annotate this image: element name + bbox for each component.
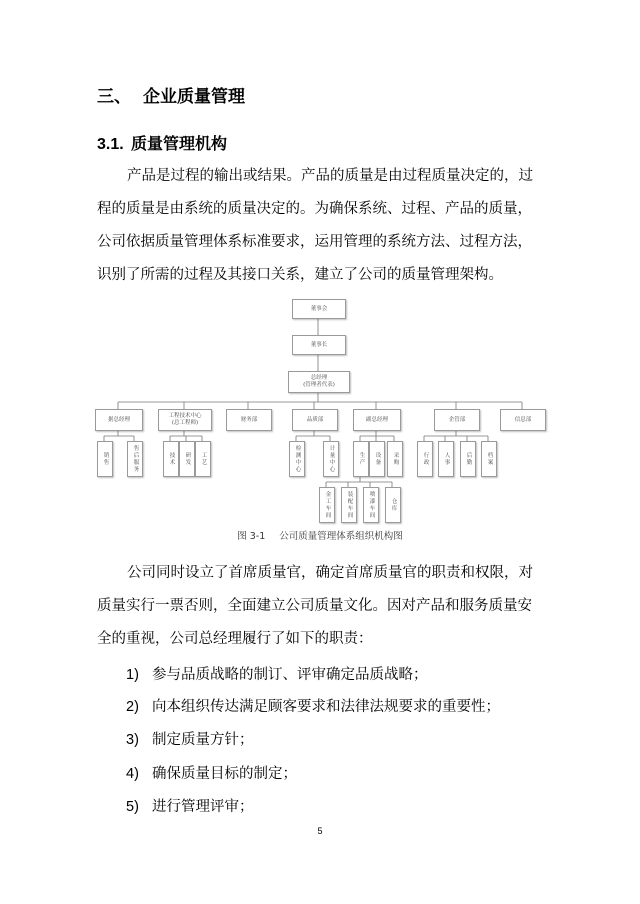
subsection-number: 3.1. xyxy=(97,136,124,153)
org-node-engineering-note: (总工程师) xyxy=(171,420,199,426)
org-node-gm-note: (管理者代表) xyxy=(303,382,335,388)
paragraph-line: 公司同时设立了首席质量官，确定首席质量官的职责和权限，对 xyxy=(127,565,533,581)
org-node-purchasing: 采购 xyxy=(387,441,403,477)
section-number: 三、 xyxy=(97,87,131,107)
org-node-painting-workshop: 喷漆车间 xyxy=(363,487,379,523)
org-node-gm xyxy=(288,371,350,393)
org-node-inspection-center: 检测中心 xyxy=(289,441,305,477)
duty-text: 进行管理评审； xyxy=(152,799,254,815)
org-node-archives: 档案 xyxy=(481,441,497,477)
page-number: 5 xyxy=(317,826,323,836)
paragraph-line: 全的重视，公司总经理履行了如下的职责： xyxy=(97,631,373,647)
duty-text: 参与品质战略的制订、评审确定品质战略； xyxy=(152,667,428,683)
duty-number: 1) xyxy=(126,667,139,683)
section-heading xyxy=(97,82,245,107)
paragraph-chief-quality-officer xyxy=(97,557,533,656)
subsection-title: 质量管理机构 xyxy=(131,134,228,153)
paragraph-line: 公司依据质量管理体系标准要求，运用管理的系统方法、过程方法， xyxy=(97,234,532,250)
org-node-production: 生产 xyxy=(353,441,369,477)
org-node-quality: 品质部 xyxy=(292,409,338,431)
duty-list-item xyxy=(126,695,500,716)
paragraph-intro xyxy=(97,160,533,292)
org-node-deputy-gm: 副总经理 xyxy=(353,409,401,431)
org-node-finance: 财务部 xyxy=(226,409,272,431)
duty-number: 5) xyxy=(126,799,139,815)
org-node-assembly-workshop: 装配车间 xyxy=(341,487,357,523)
org-node-warehouse: 仓库 xyxy=(385,487,401,523)
duty-text: 向本组织传达满足顾客要求和法律法规要求的重要性； xyxy=(152,699,500,715)
org-node-hr: 人事 xyxy=(438,441,454,477)
figure-caption-text: 公司质量管理体系组织机构图 xyxy=(279,531,403,542)
paragraph-line: 程的质量是由系统的质量决定的。为确保系统、过程、产品的质量， xyxy=(97,201,532,217)
duty-text: 确保质量目标的制定； xyxy=(152,766,297,782)
duty-list-item xyxy=(126,762,297,783)
org-node-metrology-center: 计量中心 xyxy=(323,441,339,477)
paragraph-line: 产品是过程的输出或结果。产品的质量是由过程质量决定的，过 xyxy=(127,168,533,184)
org-node-rnd: 研发 xyxy=(179,441,195,477)
org-node-tech: 技术 xyxy=(163,441,179,477)
section-title: 企业质量管理 xyxy=(143,87,245,107)
org-node-administration: 行政 xyxy=(417,441,433,477)
org-node-sales-manager: 据总经理 xyxy=(95,409,143,431)
duty-list-item xyxy=(126,728,254,749)
duty-list-item xyxy=(126,795,254,816)
org-node-engineering xyxy=(158,409,212,431)
duty-number: 2) xyxy=(126,699,139,715)
duty-number: 3) xyxy=(126,732,139,748)
paragraph-line: 识别了所需的过程及其接口关系，建立了公司的质量管理架构。 xyxy=(97,267,503,283)
org-node-sales: 销售 xyxy=(97,441,113,477)
paragraph-line: 质量实行一票否则，全面建立公司质量文化。因对产品和服务质量安 xyxy=(97,598,532,614)
duty-number: 4) xyxy=(126,766,139,782)
org-node-chairman: 董事长 xyxy=(292,335,346,355)
org-node-gm-title: 总经理 xyxy=(310,375,328,382)
org-node-admin: 企管部 xyxy=(434,409,480,431)
org-node-info: 信息部 xyxy=(500,409,546,431)
org-node-engineering-title: 工程技术中心 xyxy=(168,413,202,420)
subsection-heading xyxy=(97,131,227,154)
duty-list-item xyxy=(126,663,428,684)
org-node-logistics: 后勤 xyxy=(460,441,476,477)
org-node-metal-workshop: 金工车间 xyxy=(319,487,335,523)
figure-caption xyxy=(0,528,640,542)
org-node-after-sales: 售后服务 xyxy=(127,441,143,477)
org-node-board: 董事会 xyxy=(292,299,346,319)
figure-number: 图 3-1 xyxy=(237,531,266,542)
org-node-process: 工艺 xyxy=(195,441,211,477)
org-node-equipment: 设备 xyxy=(369,441,385,477)
duty-text: 制定质量方针； xyxy=(152,732,254,748)
